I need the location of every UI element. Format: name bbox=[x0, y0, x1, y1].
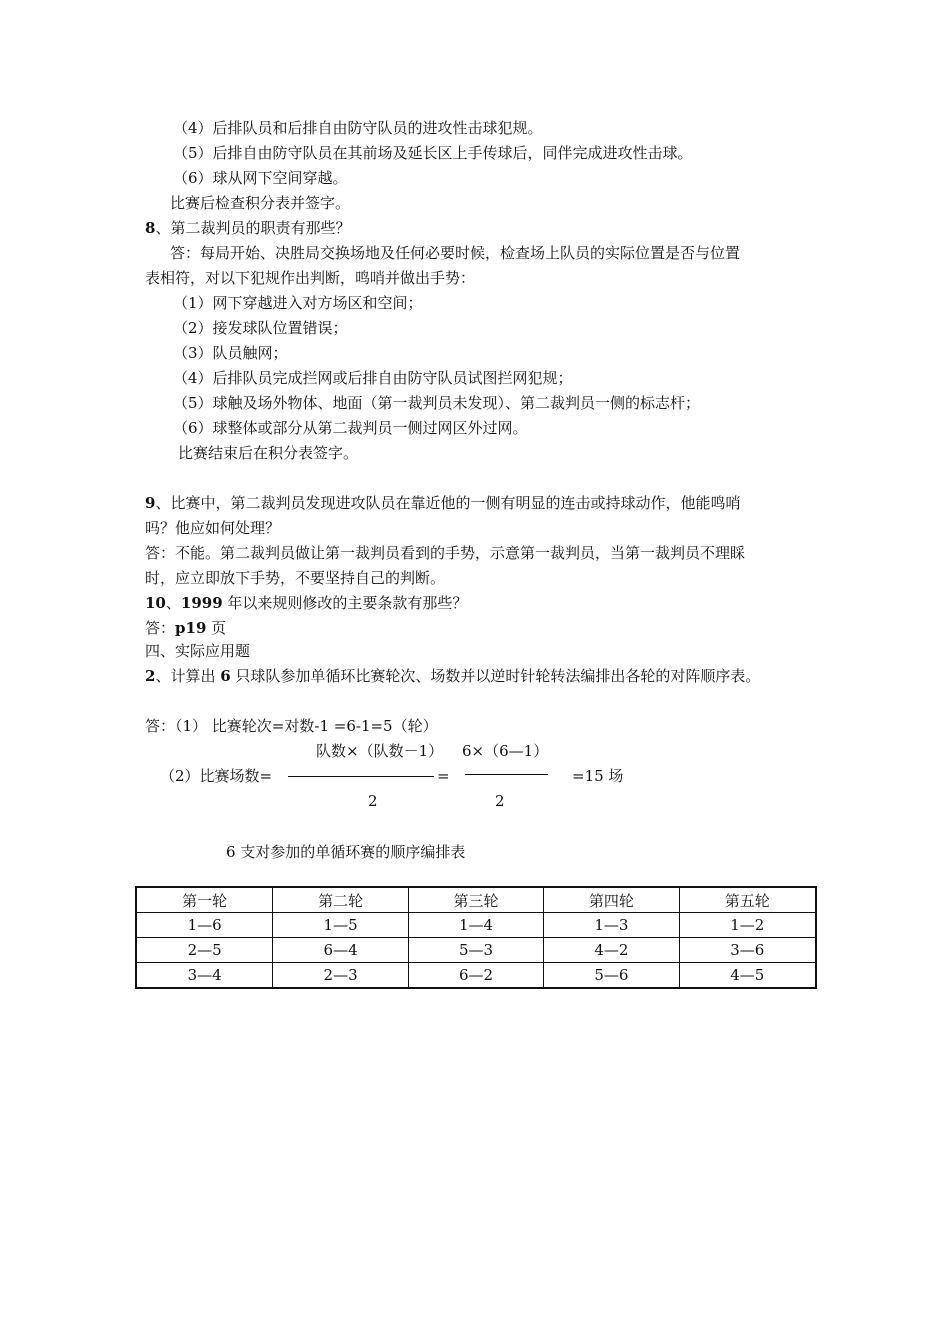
list-item: （3）队员触网； bbox=[173, 344, 288, 362]
equals-sign: = bbox=[437, 767, 450, 785]
table-cell: 1—3 bbox=[544, 913, 679, 938]
answer-line: 答：p19 页 bbox=[145, 619, 227, 637]
list-item: （4）后排队员完成拦网或后排自由防守队员试图拦网犯规； bbox=[173, 369, 573, 387]
list-item: （6）球整体或部分从第二裁判员一侧过网区外过网。 bbox=[173, 419, 528, 437]
question-line: 吗？他应如何处理？ bbox=[145, 519, 281, 537]
table-row bbox=[136, 913, 816, 938]
list-item: （4）后排队员和后排自由防守队员的进攻性击球犯规。 bbox=[173, 119, 543, 137]
section-heading: 四、实际应用题 bbox=[145, 642, 251, 660]
numerator: 6×（6—1） bbox=[462, 742, 549, 760]
fraction-bar bbox=[465, 774, 548, 775]
table-cell: 4—2 bbox=[544, 938, 679, 963]
question-8: 8、第二裁判员的职责有那些？ bbox=[145, 219, 351, 237]
table-cell: 6—4 bbox=[273, 938, 408, 963]
question-2: 2、计算出 6 只球队参加单循环比赛轮次、场数并以逆时针轮转法编排出各轮的对阵顺序表。 bbox=[145, 667, 761, 685]
calc-rounds: 答：（1） 比赛轮次=对数-1 =6-1=5（轮） bbox=[145, 717, 438, 735]
closing-note: 比赛结束后在积分表签字。 bbox=[178, 444, 359, 462]
table-row bbox=[136, 963, 816, 989]
table-cell: 3—6 bbox=[679, 938, 816, 963]
list-item: （5）球触及场外物体、地面（第一裁判员未发现）、第二裁判员一侧的标志杆； bbox=[173, 394, 701, 412]
schedule-table bbox=[135, 886, 817, 989]
numerator: 队数×（队数－1） bbox=[316, 742, 444, 760]
header-cell: 第四轮 bbox=[544, 887, 679, 913]
table-cell: 6—2 bbox=[408, 963, 543, 989]
header-cell: 第三轮 bbox=[408, 887, 543, 913]
table-cell: 2—5 bbox=[136, 938, 273, 963]
header-cell: 第一轮 bbox=[136, 887, 273, 913]
table-cell: 1—6 bbox=[136, 913, 273, 938]
fraction-bar bbox=[288, 776, 434, 777]
table-cell: 5—3 bbox=[408, 938, 543, 963]
question-10: 10、1999 年以来规则修改的主要条款有那些？ bbox=[145, 594, 468, 612]
header-cell: 第五轮 bbox=[679, 887, 816, 913]
answer-line: 表相符，对以下犯规作出判断，鸣哨并做出手势： bbox=[145, 269, 476, 287]
calc-matches-label: （2）比赛场数= bbox=[160, 767, 273, 785]
table-cell: 1—2 bbox=[679, 913, 816, 938]
answer-line: 答：不能。第二裁判员做让第一裁判员看到的手势，示意第一裁判员，当第一裁判员不理睬 bbox=[145, 544, 746, 562]
list-item: （6）球从网下空间穿越。 bbox=[173, 169, 348, 187]
closing-note: 比赛后检查积分表并签字。 bbox=[170, 194, 351, 212]
table-title: 6 支对参加的单循环赛的顺序编排表 bbox=[226, 843, 466, 861]
question-9: 9、比赛中，第二裁判员发现进攻队员在靠近他的一侧有明显的连击或持球动作，他能鸣哨 bbox=[145, 494, 741, 512]
table-cell: 4—5 bbox=[679, 963, 816, 989]
list-item: （2）接发球队位置错误； bbox=[173, 319, 348, 337]
table-cell: 3—4 bbox=[136, 963, 273, 989]
table-cell: 1—5 bbox=[273, 913, 408, 938]
table-cell: 1—4 bbox=[408, 913, 543, 938]
header-cell: 第二轮 bbox=[273, 887, 408, 913]
answer-line: 时，应立即放下手势，不要坚持自己的判断。 bbox=[145, 569, 446, 587]
table-header-row bbox=[136, 887, 816, 913]
table-cell: 5—6 bbox=[544, 963, 679, 989]
denominator: 2 bbox=[368, 792, 378, 810]
answer-line: 答：每局开始、决胜局交换场地及任何必要时候，检查场上队员的实际位置是否与位置 bbox=[170, 244, 741, 262]
table-row bbox=[136, 938, 816, 963]
calc-result: =15 场 bbox=[572, 767, 624, 785]
list-item: （1）网下穿越进入对方场区和空间； bbox=[173, 294, 423, 312]
denominator: 2 bbox=[495, 792, 505, 810]
list-item: （5）后排自由防守队员在其前场及延长区上手传球后，同伴完成进攻性击球。 bbox=[173, 144, 693, 162]
table-cell: 2—3 bbox=[273, 963, 408, 989]
